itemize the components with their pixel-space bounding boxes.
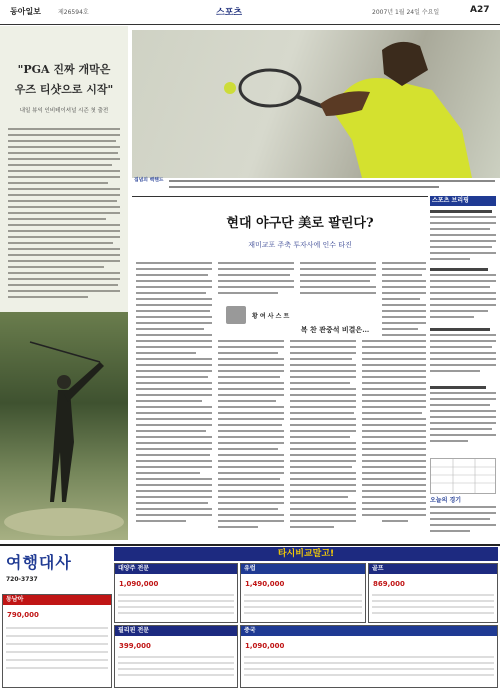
today-lines: [430, 504, 496, 534]
today-title: 오늘의 경기: [430, 497, 462, 504]
ad-line: [118, 594, 234, 596]
ad-box-price: 790,000: [7, 611, 39, 619]
caption-label: 집념의 백핸드: [134, 178, 164, 183]
photo-caption: [134, 178, 498, 190]
main-headline: 현대 야구단 美로 팔린다?: [226, 216, 374, 231]
ad-line: [372, 612, 494, 614]
ad-line: [244, 594, 362, 596]
tennis-illustration: [132, 30, 500, 178]
main-subheadline: 재미교포 주축 투자사에 인수 타진: [248, 241, 352, 249]
ad-line: [372, 606, 494, 608]
ad-line: [118, 612, 234, 614]
ad-line: [6, 651, 108, 653]
masthead-rule: [0, 24, 500, 25]
ad-line: [244, 612, 362, 614]
ad-box-price: 399,000: [119, 642, 151, 650]
left-article-body-text: [8, 126, 120, 309]
ad-line: [6, 627, 108, 629]
ad-box-oceania: [114, 563, 238, 623]
columnist-byline: [226, 306, 326, 324]
publication-date: 2007년 1월 24일 수요일: [372, 9, 440, 16]
ad-box-header: 동남아: [3, 595, 111, 605]
ad-line: [118, 674, 234, 676]
ad-box-europe: [240, 563, 366, 623]
ad-line: [244, 662, 494, 664]
ad-line: [244, 674, 494, 676]
columnist-photo: [226, 306, 246, 324]
column-body: [218, 340, 426, 539]
article-column-3: [300, 262, 376, 305]
column-headline: 복 찬 관중석 비결은…: [300, 325, 370, 334]
body-text-lines: [8, 126, 120, 306]
sports-briefing-box: [430, 196, 496, 540]
golfer-silhouette: [0, 312, 128, 540]
ad-box-header: 중국: [241, 626, 497, 636]
ad-line: [244, 656, 494, 658]
ad-box-price: 1,090,000: [245, 642, 285, 650]
standings-grid: [431, 459, 495, 493]
article-column-2: [218, 262, 294, 305]
ad-line: [244, 600, 362, 602]
ad-line: [118, 668, 234, 670]
ad-line: [118, 656, 234, 658]
columnist-name: 황 여 사 스 트: [252, 313, 290, 320]
left-article-subhead: 내일 뷰익 인비테이셔널 시즌 첫 출전: [19, 108, 109, 114]
ad-line: [118, 662, 234, 664]
ad-brand: [2, 548, 112, 590]
article-column-1: [136, 262, 212, 535]
issue-number: 제26594호: [58, 9, 89, 16]
ad-banner: 타시비교말고!: [114, 547, 498, 561]
page-number: A27: [470, 5, 490, 15]
standings-table: [430, 458, 496, 494]
tennis-photo: [132, 30, 500, 178]
text-line-group: [8, 128, 120, 298]
golfer-photo: [0, 312, 128, 540]
ad-box-southeast-asia: [2, 594, 112, 688]
caption-lines: [165, 178, 495, 190]
section-title: 스포츠: [216, 8, 243, 18]
ad-box-header: 대양주 전문: [115, 564, 237, 574]
briefing-lines: [430, 210, 496, 454]
ad-box-china: [240, 625, 498, 688]
column-2-lines-top: [218, 262, 294, 302]
ad-line: [118, 606, 234, 608]
ad-box-price: 869,000: [373, 580, 405, 588]
masthead: [0, 0, 500, 24]
paper-name: 동아일보: [10, 7, 41, 16]
ad-logo: 여행대사: [6, 553, 72, 572]
ad-box-philippines: [114, 625, 238, 688]
ad-line: [6, 635, 108, 637]
ad-box-header: 필리핀 전문: [115, 626, 237, 636]
ad-box-header: 골프: [369, 564, 497, 574]
ad-line: [118, 600, 234, 602]
ad-phone: 720-3737: [6, 576, 38, 583]
ad-box-golf: [368, 563, 498, 623]
briefing-items: [430, 210, 496, 457]
ad-line: [244, 606, 362, 608]
column-3-lines-top: [300, 262, 376, 302]
section-rule: [132, 196, 428, 197]
ad-box-price: 1,090,000: [119, 580, 159, 588]
ad-box-header: 유럽: [241, 564, 365, 574]
left-article-headline: "PGA 진짜 개막은 우즈 티샷으로 시작": [14, 63, 114, 96]
column-body-lines: [218, 340, 426, 536]
ad-line: [372, 600, 494, 602]
ad-line: [6, 643, 108, 645]
column-1-lines: [136, 262, 212, 532]
ad-box-price: 1,490,000: [245, 580, 285, 588]
today-games: [430, 498, 496, 537]
ad-line: [6, 659, 108, 661]
ad-line: [244, 668, 494, 670]
ad-line: [372, 594, 494, 596]
ad-line: [6, 667, 108, 669]
briefing-title: 스포츠 브리핑: [430, 196, 496, 206]
left-article: [0, 26, 128, 540]
